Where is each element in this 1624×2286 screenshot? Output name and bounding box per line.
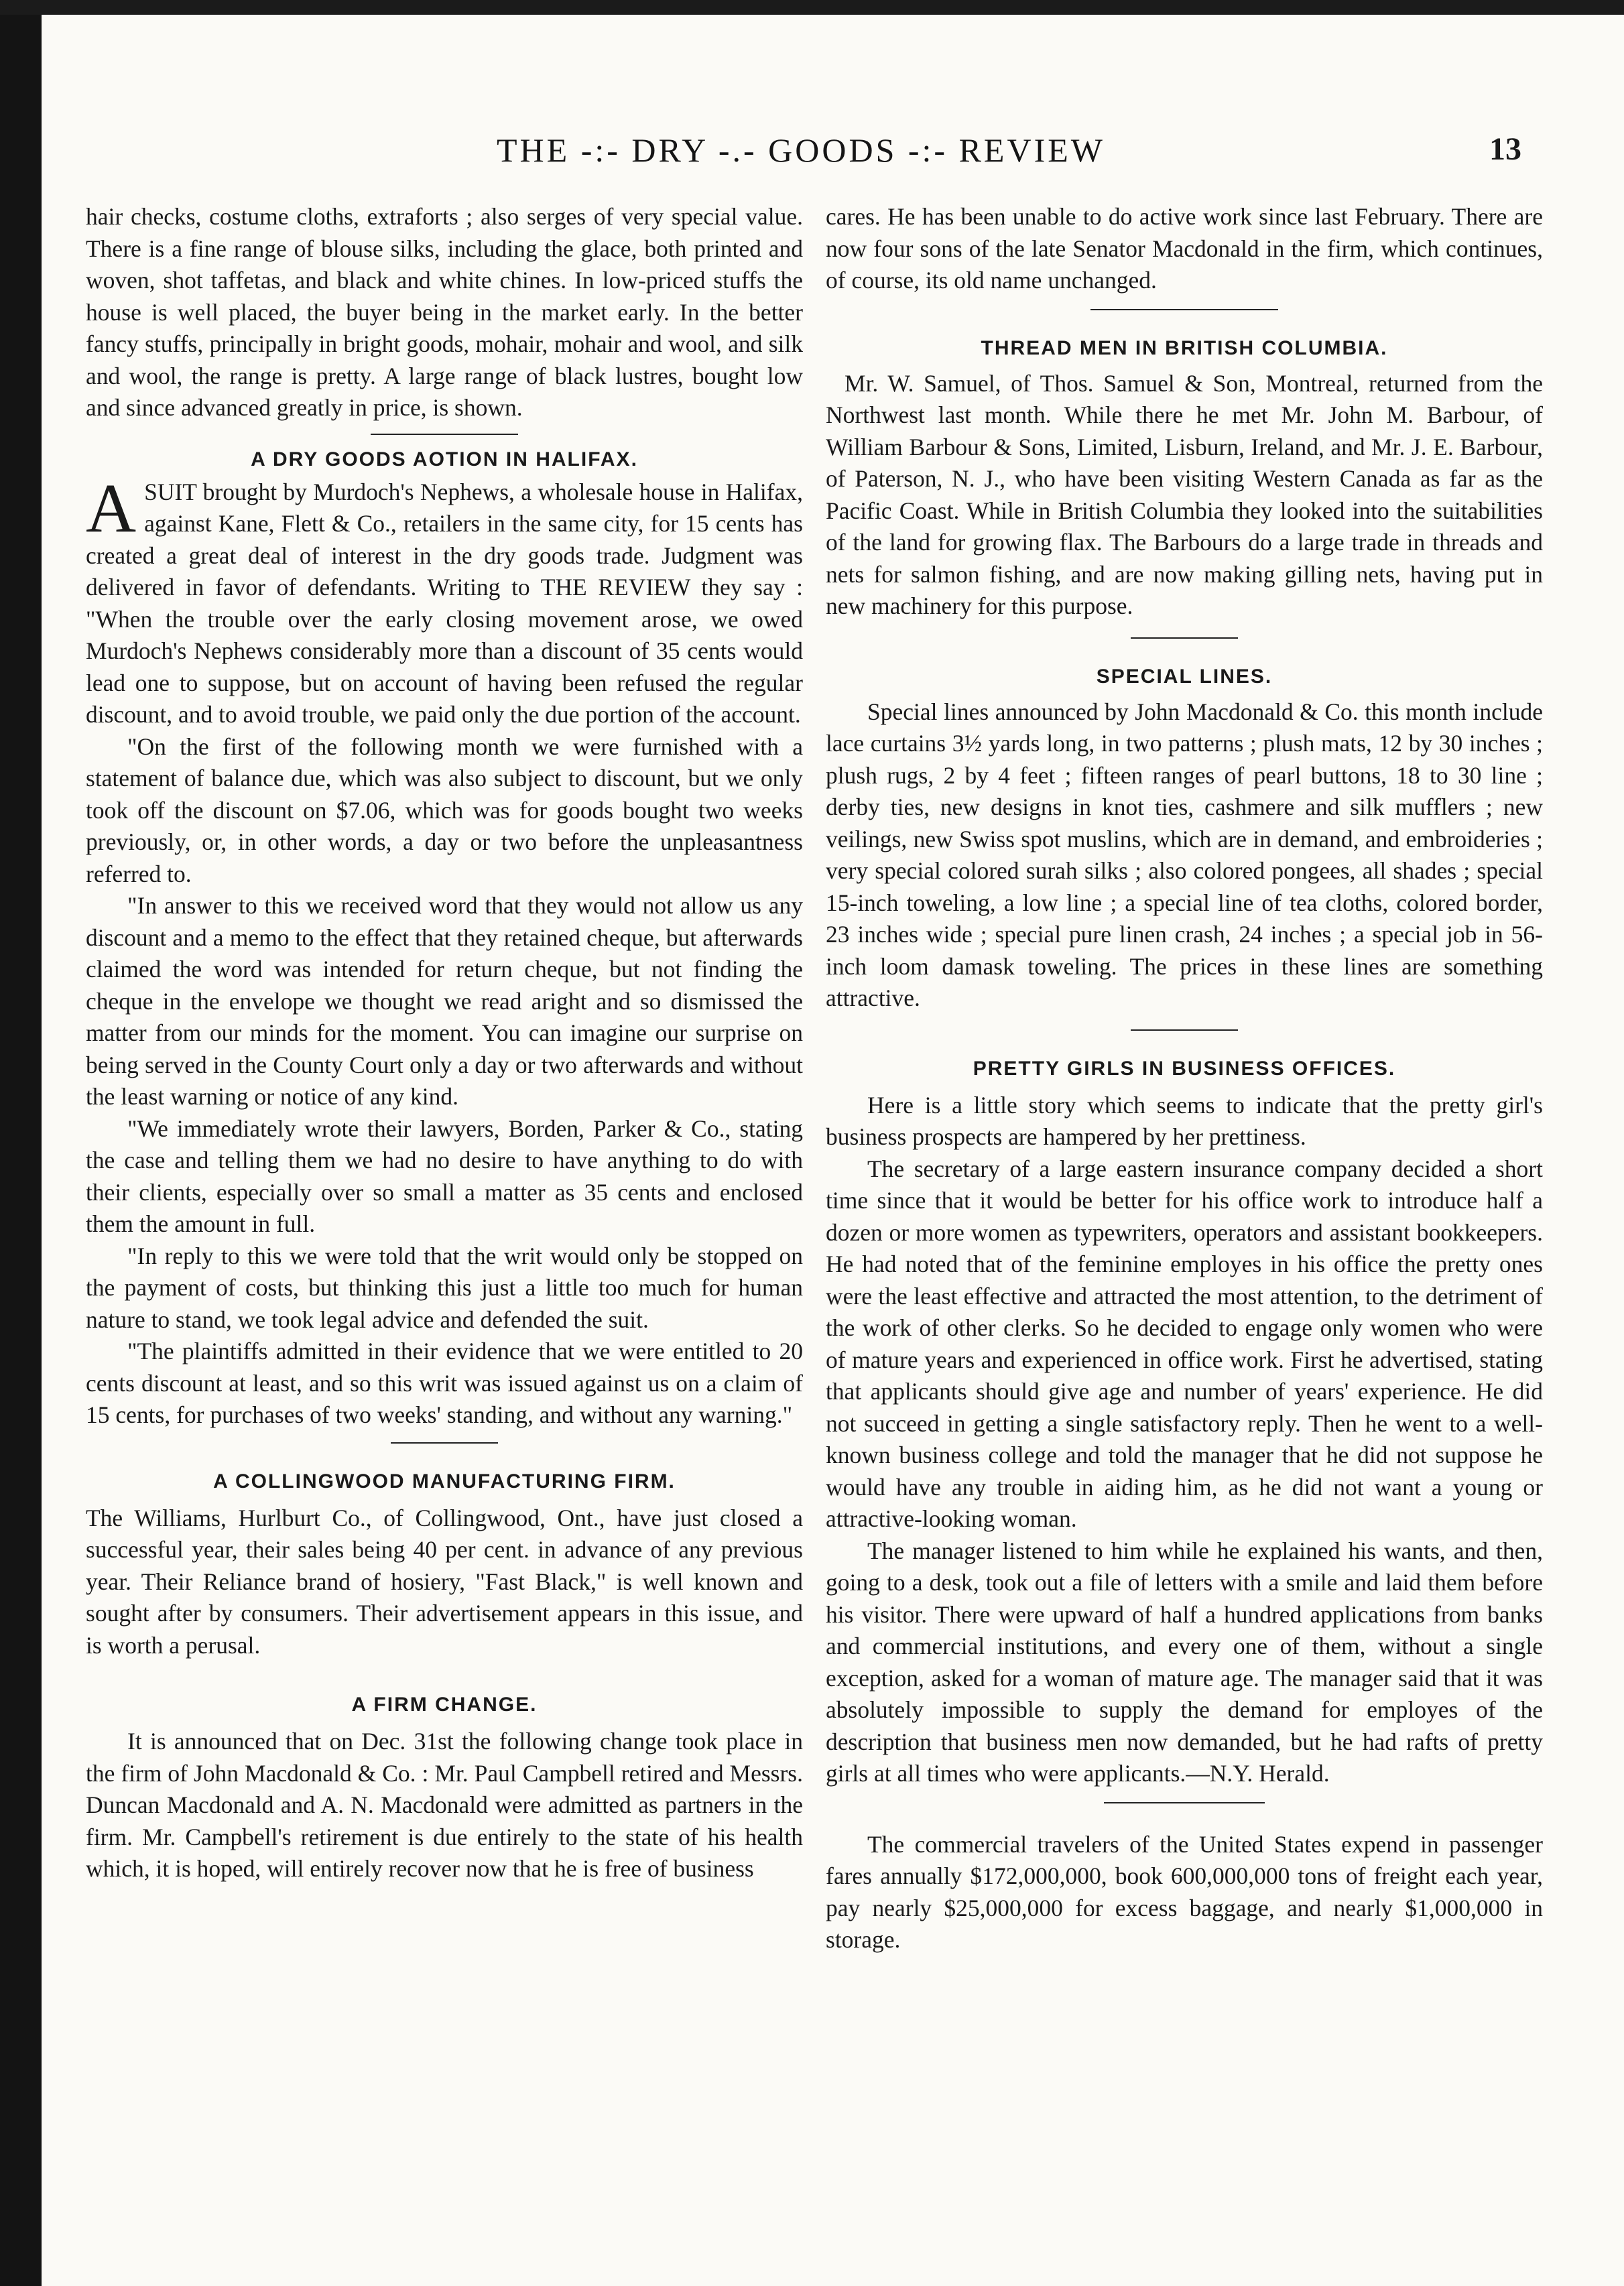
halifax-paragraph-1-text: SUIT brought by Murdoch's Nephews, a wholesale house in Halifax, against Kane, Flett & Co., retailers in the same city, for 15 cents has created a great deal of interest in the dry goods trade. Judgment was delivered in favor of defendants. Writing to THE REVIEW they say : "When the trouble over the early closing movement arose, we owed Murdoch's Nephews considerably more than a discount of 35 cents would lead one to suppose, but on account of having been refused the regular discount, and to avoid trouble, we paid only the due portion of the account.	[86, 478, 803, 728]
special-lines-title: SPECIAL LINES.	[1096, 665, 1273, 688]
travelers-paragraph: The commercial travelers of the United States expend in passenger fares annually $172,000,000, book 600,000,000 tons of freight each year, pay nearly $25,000,000 for excess baggage, and nearly $1,000,000 in storage.	[826, 1830, 1543, 1953]
intro-paragraph: hair checks, costume cloths, extraforts ; also serges of very special value. There is a fine range of blouse silks, including the glace, both printed and woven, shot taffetas, and black and white chines. In low-priced stuffs the house is well placed, the buyer being in the market early. In the better fancy stuffs, principally in bright goods, mohair, mohair and wool, and silk and wool, the range is pretty. A large range of black lustres, bought low and since advanced greatly in price, is shown.	[86, 203, 803, 421]
thread-men-paragraph: Mr. W. Samuel, of Thos. Samuel & Son, Montreal, returned from the Northwest last month. While there he met Mr. John M. Barbour, of William Barbour & Sons, Limited, Lisburn, Ireland, and Mr. J. E. Barbour, of Paterson, N. J., who have been visiting Western Canada as far as the Pacific Coast. While in British Columbia they looked into the suitabilities of the land for growing flax. The Barbours do a large trade in threads and nets for salmon fishing, and are now making gilling nets, having put in new machinery for this purpose.	[826, 369, 1543, 619]
pretty-girls-paragraph-1: Here is a little story which seems to indicate that the pretty girl's business prospects are hampered by her prettiness.	[826, 1091, 1543, 1150]
section-divider	[1131, 637, 1238, 639]
section-divider	[1131, 1029, 1238, 1031]
collingwood-title: A COLLINGWOOD MANUFACTURING FIRM.	[213, 1470, 676, 1493]
pretty-girls-paragraph-2: The secretary of a large eastern insurance company decided a short time since that it would be better for his office work to introduce half a dozen or more women as typewriters, operators and assistant bookkeepers. He had noted that of the feminine employes in his office the pretty ones were the least effective and attracted the most attention, to the detriment of the work of other clerks. So he decided to engage only women who were of mature years and experienced in office work. First he advertised, stating that applicants should give age and number of years' experience. He did not succeed in getting a single satisfactory reply. Then he went to a well-known business college and told the manager that he did not suppose he would have any trouble in aiding him, as he did not want a young or attractive-looking woman.	[826, 1155, 1543, 1532]
special-lines-paragraph: Special lines announced by John Macdonald & Co. this month include lace curtains 3½ yards long, in two patterns ; plush mats, 12 by 30 inches ; plush rugs, 2 by 4 feet ; fifteen ranges of pearl buttons, 18 to 30 line ; derby ties, new designs in knot ties, cashmere and silk mufflers ; new veilings, new Swiss spot muslins, which are in demand, and embroideries ; very special colored surah silks ; also colored pongees, all shades ; special 15-inch toweling, a low line ; a special line of tea cloths, colored border, 23 inches wide ; special pure linen crash, 24 inches ; a special job in 56-inch loom damask toweling. The prices in these lines are something attractive.	[826, 698, 1543, 1011]
continued-paragraph: cares. He has been unable to do active work since last February. There are now four sons of the late Senator Macdonald in the firm, which continues, of course, its old name unchanged.	[826, 203, 1543, 294]
page-number: 13	[1489, 131, 1521, 167]
thread-men-title: THREAD MEN IN BRITISH COLUMBIA.	[981, 336, 1388, 359]
collingwood-paragraph: The Williams, Hurlburt Co., of Collingwood, Ont., have just closed a successful year, their sales being 40 per cent. in advance of any previous year. Their Reliance brand of hosiery, "Fast Black," is well known and sought after by consumers. Their advertisement appears in this issue, and is worth a perusal.	[86, 1504, 803, 1659]
left-column	[86, 201, 803, 1885]
halifax-paragraph-1	[86, 469, 803, 731]
section-divider	[391, 1442, 498, 1444]
section-divider	[1090, 309, 1278, 310]
running-head: THE -:- DRY -.- GOODS -:- REVIEW	[497, 131, 1105, 169]
scan-edge-left	[0, 0, 42, 2286]
section-divider	[371, 434, 518, 435]
scan-edge-top	[0, 0, 1624, 15]
pretty-girls-title: PRETTY GIRLS IN BUSINESS OFFICES.	[973, 1057, 1396, 1080]
halifax-paragraph-6: "The plaintiffs admitted in their evidence that we were entitled to 20 cents discount at least, and so this writ was issued against us on a claim of 15 cents, for purchases of two weeks' standing, and without any warning."	[86, 1338, 803, 1428]
page-header	[80, 131, 1521, 178]
halifax-paragraph-3: "In answer to this we received word that they would not allow us any discount and a memo to the effect that they retained cheque, but afterwards claimed the word was intended for return cheque, but not finding the cheque in the envelope we thought we read aright and so dismissed the matter from our minds for the moment. You can imagine our surprise on being served in the County Court only a day or two afterwards and without the least warning or notice of any kind.	[86, 892, 803, 1110]
firm-change-title: A FIRM CHANGE.	[351, 1694, 538, 1716]
pretty-girls-paragraph-3: The manager listened to him while he explained his wants, and then, going to a desk, took out a file of letters with a smile and laid them before his visitor. There were upward of half a hundred applications from banks and commercial institutions, and every one of them, without a single exception, asked for a woman of mature age. The manager said that it was absolutely impossible to supply the demand for employes of the description that business men now demanded, but he had rafts of pretty girls at all times who were applicants.—N.Y. Herald.	[826, 1537, 1543, 1787]
halifax-paragraph-5: "In reply to this we were told that the writ would only be stopped on the payment of costs, but thinking this just a little too much for human nature to stand, we took legal advice and defended the suit.	[86, 1242, 803, 1333]
section-divider	[1104, 1802, 1265, 1803]
right-column	[826, 201, 1543, 1956]
drop-cap: A	[86, 469, 137, 547]
halifax-paragraph-4: "We immediately wrote their lawyers, Borden, Parker & Co., stating the case and telling them we had no desire to have anything to do with their clients, especially over so small a matter as 35 cents and enclosed them the amount in full.	[86, 1115, 803, 1237]
firm-change-paragraph: It is announced that on Dec. 31st the following change took place in the firm of John Macdonald & Co. : Mr. Paul Campbell retired and Messrs. Duncan Macdonald and A. N. Macdonald were admitted as partners in the firm. Mr. Campbell's retirement is due entirely to the state of his health which, it is hoped, will entirely recover now that he is free of business	[86, 1728, 803, 1882]
halifax-paragraph-2: "On the first of the following month we were furnished with a statement of balance due, which was also subject to discount, but we only took off the discount on $7.06, which was for goods bought two weeks previously, or, in other words, a day or two before the unpleasantness referred to.	[86, 733, 803, 887]
halifax-title: A DRY GOODS AOTION IN HALIFAX.	[251, 448, 638, 470]
